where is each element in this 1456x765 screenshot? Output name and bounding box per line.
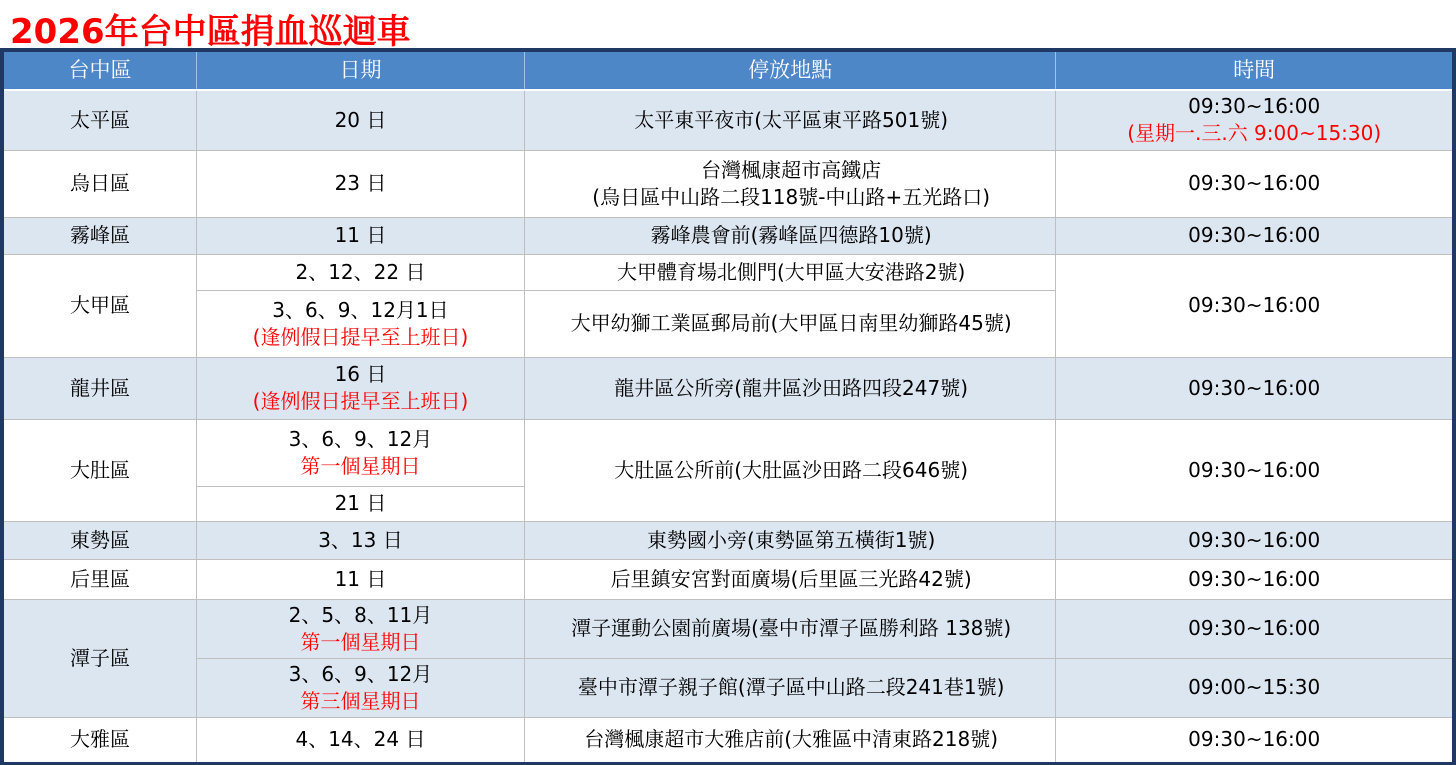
location-cell [524,150,1055,217]
district-cell [2,254,197,357]
location-cell [524,658,1055,717]
schedule-table-header [2,50,1454,90]
cell-note-red: 第一個星期日 [300,453,421,478]
time-cell [1056,658,1454,717]
location-cell [524,717,1055,764]
location-cell [524,217,1055,254]
time-cell [1056,521,1454,559]
time-cell [1056,559,1454,599]
cell-text: 11 日 [334,223,387,247]
time-cell [1056,599,1454,658]
cell-text: 東勢國小旁(東勢區第五橫街1號) [646,527,936,552]
time-cell [1056,357,1454,419]
time-cell [1056,717,1454,764]
location-cell [524,419,1055,521]
cell-note-red: (星期一.三.六 9:00~15:30) [1127,121,1382,146]
cell-text: 09:00~15:30 [1188,675,1321,699]
cell-note-red: (逢例假日提早至上班日) [252,324,469,349]
cell-text: 后里鎮安宮對面廣場(后里區三光路42號) [610,566,972,591]
cell-text: 09:30~16:00 [1188,375,1321,400]
cell-text: 霧峰區 [70,223,131,247]
location-cell [524,357,1055,419]
cell-text: 烏日區 [70,171,131,195]
table-row [2,658,1454,717]
cell-text: 20 日 [334,107,387,132]
cell-text: 23 日 [334,171,387,195]
cell-text: 后里區 [70,566,131,591]
cell-text: 3、6、9、12月 [288,426,433,451]
table-row [2,717,1454,764]
date-cell [197,150,525,217]
table-row [2,419,1454,486]
cell-text: 09:30~16:00 [1188,616,1321,640]
time-cell [1056,419,1454,521]
cell-text: 太平區 [70,107,131,132]
cell-text: 3、13 日 [318,527,403,552]
location-cell [524,254,1055,290]
district-cell [2,357,197,419]
date-cell [197,717,525,764]
cell-text: 大甲幼獅工業區郵局前(大甲區日南里幼獅路45號) [570,311,1012,335]
location-cell [524,521,1055,559]
header-time: 時間 [1056,50,1454,90]
cell-text: 3、6、9、12月1日 [272,297,449,322]
district-cell [2,90,197,150]
cell-text: 大肚區公所前(大肚區沙田路二段646號) [614,457,969,482]
time-cell [1056,90,1454,150]
cell-note-red: 第一個星期日 [300,629,421,654]
date-cell [197,254,525,290]
table-row [2,521,1454,559]
date-cell [197,658,525,717]
header-location: 停放地點 [524,50,1055,90]
cell-text: 09:30~16:00 [1188,566,1321,591]
date-cell [197,90,525,150]
district-cell [2,150,197,217]
cell-text: 大甲體育場北側門(大甲區大安港路2號) [616,259,966,284]
cell-text: 大肚區 [70,457,131,482]
cell-text: 潭子運動公園前廣場(臺中市潭子區勝利路 138號) [571,616,1012,640]
cell-text: 潭子區 [70,645,131,670]
district-cell [2,717,197,764]
location-cell [524,559,1055,599]
table-row [2,150,1454,217]
schedule-table [0,48,1456,765]
cell-text: 東勢區 [70,527,131,552]
cell-text: 2、5、8、11月 [288,602,433,627]
district-cell [2,217,197,254]
cell-text: 台灣楓康超市高鐵店 [701,157,882,182]
cell-text: 09:30~16:00 [1188,171,1321,195]
cell-note-red: 第三個星期日 [300,688,421,713]
cell-text: 09:30~16:00 [1188,223,1321,247]
cell-text: 4、14、24 日 [295,727,426,752]
cell-text: 21 日 [334,491,387,515]
district-cell [2,559,197,599]
table-row [2,254,1454,290]
cell-text: (烏日區中山路二段118號-中山路+五光路口) [592,184,991,209]
date-cell [197,486,525,521]
cell-note-red: (逢例假日提早至上班日) [252,389,469,413]
schedule-table-body [2,90,1454,764]
location-cell [524,599,1055,658]
cell-text: 09:30~16:00 [1188,293,1321,317]
location-cell [524,90,1055,150]
cell-text: 09:30~16:00 [1188,457,1321,482]
date-cell [197,419,525,486]
date-cell [197,521,525,559]
district-cell [2,521,197,559]
date-cell [197,559,525,599]
location-cell [524,290,1055,357]
date-cell [197,599,525,658]
date-cell [197,357,525,419]
cell-text: 臺中市潭子親子館(潭子區中山路二段241巷1號) [577,675,1005,699]
header-date: 日期 [197,50,525,90]
district-cell [2,419,197,521]
table-row [2,217,1454,254]
cell-text: 大甲區 [70,293,131,317]
time-cell [1056,254,1454,357]
cell-text: 龍井區公所旁(龍井區沙田路四段247號) [614,375,969,400]
cell-text: 霧峰農會前(霧峰區四德路10號) [650,223,932,247]
district-cell [2,599,197,717]
time-cell [1056,217,1454,254]
cell-text: 台灣楓康超市大雅店前(大雅區中清東路218號) [584,727,999,752]
cell-text: 16 日 [334,362,387,386]
header-district: 台中區 [2,50,197,90]
page-title: 2026年台中區捐血巡迴車 [10,12,411,52]
cell-text: 3、6、9、12月 [288,661,433,686]
date-cell [197,217,525,254]
table-row [2,599,1454,658]
cell-text: 龍井區 [70,375,131,400]
cell-text: 09:30~16:00 [1188,727,1321,752]
date-cell [197,290,525,357]
table-row [2,90,1454,150]
cell-text: 11 日 [334,566,387,591]
table-row [2,559,1454,599]
cell-text: 太平東平夜市(太平區東平路501號) [634,107,949,132]
cell-text: 09:30~16:00 [1188,94,1321,119]
time-cell [1056,150,1454,217]
table-row [2,357,1454,419]
cell-text: 大雅區 [70,727,131,752]
cell-text: 09:30~16:00 [1188,527,1321,552]
cell-text: 2、12、22 日 [295,259,426,284]
